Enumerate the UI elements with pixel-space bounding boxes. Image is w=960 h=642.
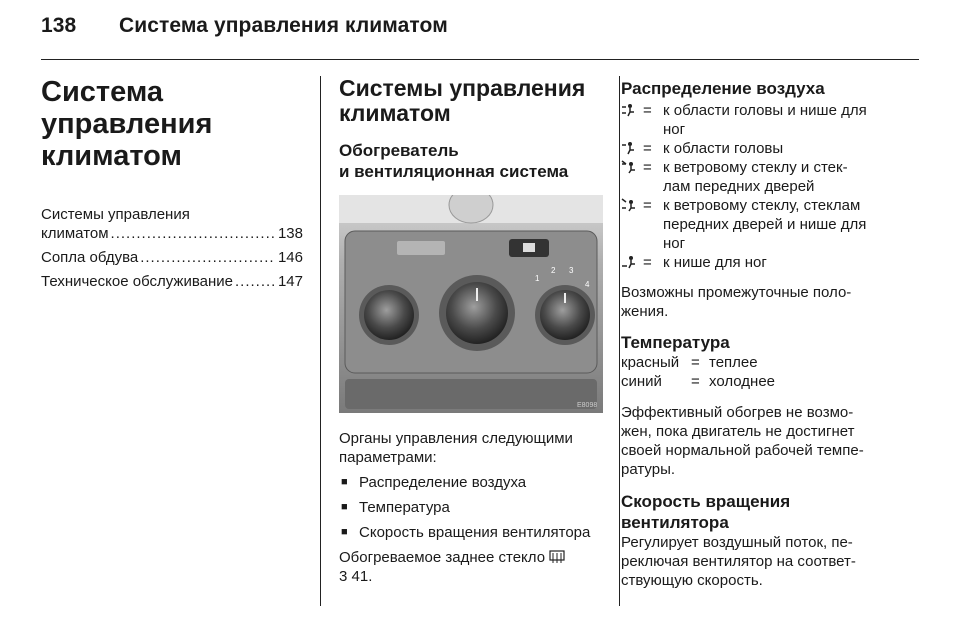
page-reference[interactable]: 41. [351, 568, 373, 585]
windscreen-icon [621, 158, 643, 196]
bullet-glyph: ■ [341, 476, 348, 488]
effective-heating-text: Эффективный обогрев не возмо- жен, пока двигатель не достигнет своей нормальной рабочей темпе- ратуры. [621, 404, 864, 478]
head-icon [621, 139, 643, 158]
bullet-item: ■ Распределение воздуха [341, 474, 527, 491]
fan-speed-4: 4 [585, 280, 590, 289]
running-title: Система управления климатом [118, 14, 448, 37]
fan-speed-1: 1 [535, 274, 540, 283]
rear-window-heater-icon [549, 550, 565, 564]
page-number: 138 [41, 14, 77, 37]
toc-page: 138 [277, 225, 303, 242]
air-item: = к области головы и нише для ног [621, 101, 921, 139]
reference-arrow-icon: 3 [339, 568, 348, 585]
air-distribution-heading: Распределение воздуха [621, 79, 825, 98]
feet-icon [621, 253, 643, 272]
windscreen-and-feet-icon [621, 196, 643, 253]
rear-window-text: Обогреваемое заднее стекло 3 41. [339, 548, 603, 586]
head-and-feet-icon [621, 101, 643, 139]
page-header [41, 14, 448, 38]
intro-text: Органы управления следующими параметрами: [339, 430, 573, 466]
figure-code: E8098 [577, 402, 598, 409]
chapter-title: Система управления климатом [41, 76, 213, 172]
column-divider-1 [320, 76, 321, 606]
air-item: = к нише для ног [621, 253, 921, 272]
control-panel-illustration [339, 195, 603, 413]
toc-entry[interactable]: Техническое обслуживание ..... 147 [41, 272, 303, 291]
fan-speed-2: 2 [551, 266, 556, 275]
air-item: = к ветровому стеклу, стеклам передних дверей и нише для ног [621, 196, 921, 253]
toc-page: 147 [277, 273, 303, 290]
bullet-item: ■ Температура [341, 499, 450, 516]
toc-page: 146 [277, 249, 303, 266]
temperature-row: красный = теплее [621, 354, 758, 371]
chapter-column [41, 74, 303, 296]
temperature-row: синий = холоднее [621, 373, 775, 390]
air-item: = к области головы [621, 139, 921, 158]
bullet-glyph: ■ [341, 526, 348, 538]
details-column [621, 74, 921, 590]
column-divider-2 [619, 76, 620, 606]
toc-entry-line[interactable]: Системы управления [41, 206, 190, 223]
fan-speed-heading: Скорость вращения вентилятора [621, 492, 791, 532]
header-rule [41, 59, 919, 60]
bullet-glyph: ■ [341, 501, 348, 513]
toc-entry[interactable]: Сопла обдува ..... 146 [41, 248, 303, 267]
section-heading: Системы управления климатом [339, 75, 586, 126]
temperature-heading: Температура [621, 333, 730, 352]
air-item: = к ветровому стеклу и стек- лам передних дверей [621, 158, 921, 196]
section-column [339, 74, 603, 586]
fan-speed-text: Регулирует воздушный поток, пе- реключая вентилятор на соответ- ствующую скорость. [621, 534, 856, 589]
subsection-heading: Обогреватель и вентиляционная система [339, 141, 569, 181]
intermediate-positions-text: Возможны промежуточные поло- жения. [621, 284, 852, 320]
bullet-item: ■ Скорость вращения вентилятора [341, 524, 591, 541]
fan-speed-3: 3 [569, 266, 574, 275]
control-panel-photo [339, 195, 603, 413]
toc-entry[interactable]: климатом ..... 138 [41, 224, 303, 243]
table-of-contents [41, 205, 303, 291]
